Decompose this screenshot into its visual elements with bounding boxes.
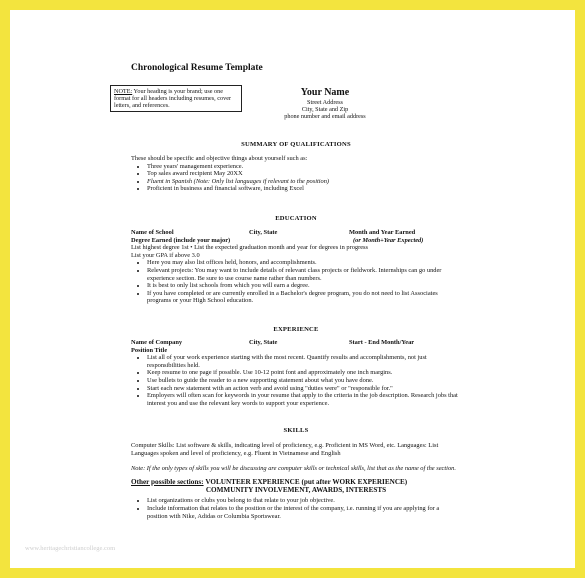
- other-sections-list: VOLUNTEER EXPERIENCE (put after WORK EXPERIENCE): [205, 478, 408, 486]
- experience-section: [131, 339, 461, 407]
- skills-section: [131, 442, 461, 473]
- position-title: Position Title: [131, 346, 168, 354]
- education-section: [131, 229, 461, 305]
- degree-earned: Degree Earned (include your major): [131, 236, 231, 244]
- resume-page: [10, 10, 575, 568]
- education-heading: EDUCATION: [275, 215, 317, 222]
- list-item: • Employers will often scan for keywords in your resume that apply to the criteria in the job description. Research jobs that interest you and use the relevant key words to support your experience.: [147, 392, 461, 407]
- list-item: • If you have completed or are currently enrolled in a Bachelor's degree program, you do not need to list Associates programs or your High School education.: [147, 290, 461, 305]
- watermark: www.heritagechristiancollege.com: [25, 545, 116, 552]
- list-item: • Top sales award recipient May 20XX: [147, 170, 461, 178]
- skills-heading: SKILLS: [283, 427, 309, 434]
- list-item: • List organizations or clubs you belong to that relate to your job objective.: [147, 497, 461, 505]
- contact-header: [265, 87, 385, 120]
- degree-line: List highest degree 1st • List the expected graduation month and year for degrees in progress: [131, 244, 369, 252]
- list-item: • Proficient in business and financial software, including Excel: [147, 185, 461, 193]
- company-city: City, State: [249, 339, 278, 346]
- skills-text: Computer Skills: List software & skills, indicating level of proficiency, e.g. Proficient in MS Word, etc. Languages: List Languages spoken and level of proficiency, e.g. Fluent in Vietnamese and English: [131, 442, 439, 457]
- list-item: • It is best to only list schools from which you will earn a degree.: [147, 282, 461, 290]
- note-box: [110, 85, 242, 112]
- your-name: Your Name: [300, 87, 350, 98]
- employment-dates: Start - End Month/Year: [349, 339, 415, 346]
- note-text: Your heading is your brand; use one format for all headers including resumes, cover letters, and references.: [114, 88, 232, 109]
- skills-note: Note: If the only types of skills you will be discussing are computer skills or technical skills, list that as the name of the section.: [131, 465, 456, 473]
- city-state-zip: City, State and Zip: [301, 106, 349, 113]
- summary-intro: These should be specific and objective things about yourself such as:: [131, 155, 308, 162]
- list-item: • Relevant projects: You may want to include details of relevant class projects or fieldwork. Internships can go under experience section. Be sure to use course name rather than numbers.: [147, 267, 461, 282]
- other-sections-list-2: COMMUNITY INVOLVEMENT, AWARDS, INTERESTS: [205, 486, 387, 495]
- list-item: • Start each new statement with an action verb and avoid using "duties were" or "responsible for.": [147, 385, 461, 393]
- list-item: • Use bullets to guide the reader to a new supporting statement about what you have done.: [147, 377, 461, 385]
- phone-email: phone number and email address: [284, 113, 366, 120]
- date-earned: Month and Year Earned: [349, 229, 416, 236]
- list-item: • Three years' management experience.: [147, 163, 461, 171]
- summary-list: [131, 163, 461, 193]
- note-label: NOTE:: [114, 88, 133, 95]
- summary-heading: SUMMARY OF QUALIFICATIONS: [241, 141, 351, 148]
- template-title: Chronological Resume Template: [131, 63, 263, 73]
- date-expected: (or Month+Year Expected): [353, 236, 424, 244]
- other-sections: [131, 478, 461, 520]
- school-name: Name of School: [131, 229, 174, 236]
- list-item: • Include information that relates to the position or the interest of the company, i.e. running if you are applying for a position with Nike, Adidas or Columbia Sportswear.: [147, 505, 461, 520]
- company-name: Name of Company: [131, 339, 183, 346]
- school-city: City, State: [249, 229, 278, 236]
- summary-section: [131, 155, 461, 193]
- experience-list: [131, 354, 461, 407]
- list-item: • List all of your work experience starting with the most recent. Quantify results and accomplishments, not just responsibilities held.: [147, 354, 461, 369]
- list-item: • Here you may also list offices held, honors, and accomplishments.: [147, 259, 461, 267]
- experience-heading: EXPERIENCE: [273, 326, 319, 333]
- gpa-line: List your GPA if above 3.0: [131, 251, 200, 259]
- other-list: [131, 497, 461, 520]
- list-item: • Keep resume to one page if possible. Use 10-12 point font and approximately one inch margins.: [147, 369, 461, 377]
- street-address: Street Address: [307, 99, 343, 106]
- list-item: • Fluent in Spanish (Note: Only list languages if relevant to the position): [147, 178, 461, 186]
- education-list: [131, 259, 461, 305]
- other-sections-label: Other possible sections:: [131, 478, 204, 486]
